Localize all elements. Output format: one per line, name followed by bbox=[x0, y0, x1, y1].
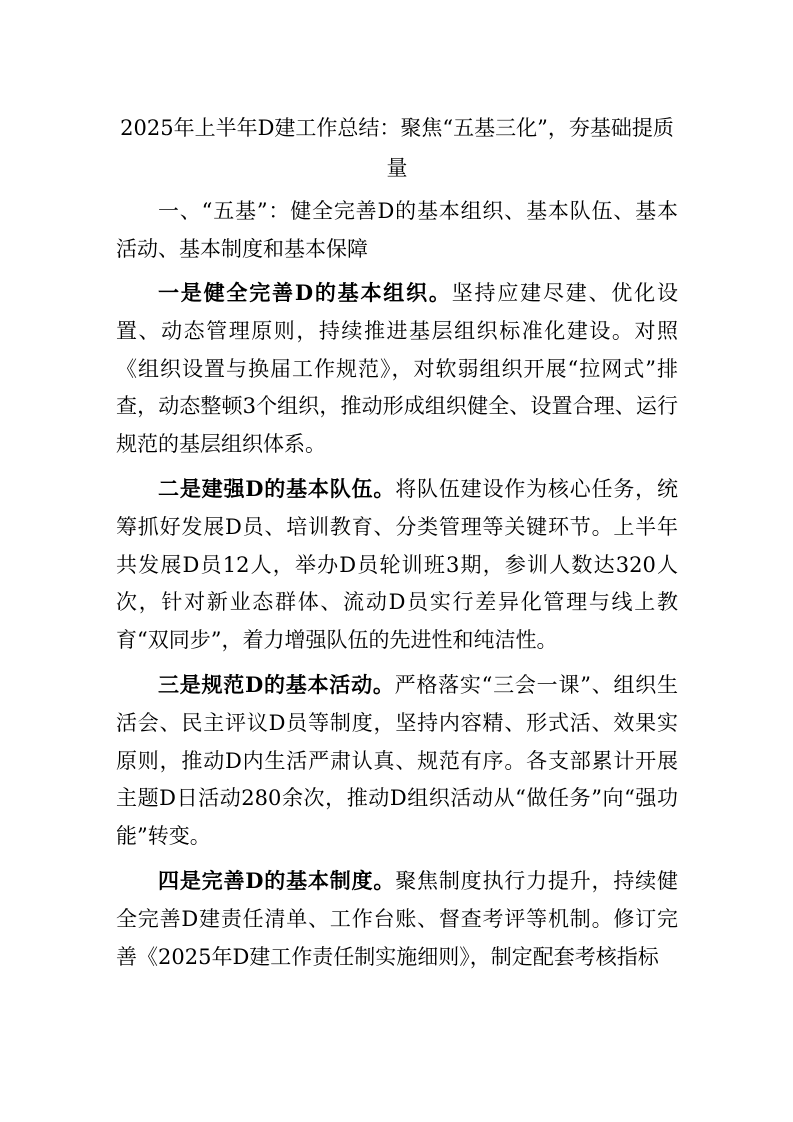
document-title: 2025年上半年D建工作总结：聚焦“五基三化”，夯基础提质量 bbox=[120, 116, 674, 180]
paragraph-body: 聚焦制度执行力提升，持续健全完善D建责任清单、工作台账、督查考评等机制。修订完善《2025年D建工作责任制实施细则》，制定配套考核指标 bbox=[116, 868, 679, 969]
paragraph-body: 将队伍建设作为核心任务，统筹抓好发展D员、培训教育、分类管理等关键环节。上半年共发展D员12人，举办D员轮训班3期，参训人数达320人次，针对新业态群体、流动D员实行差异化管理与线上教育“双同步”，着力增强队伍的先进性和纯洁性。 bbox=[116, 476, 679, 653]
paragraph-body: 严格落实“三会一课”、组织生活会、民主评议D员等制度，坚持内容精、形式活、效果实原则，推动D内生活严肃认真、规范有序。各支部累计开展主题D日活动280余次，推动D组织活动从“做任务”向“强功能”转变。 bbox=[116, 672, 678, 849]
section-heading: 一、“五基”：健全完善D的基本组织、基本队伍、基本活动、基本制度和基本保障 bbox=[116, 199, 678, 261]
paragraph-activities bbox=[116, 666, 678, 856]
paragraph-lead: 一是健全完善D的基本组织。 bbox=[158, 280, 452, 305]
paragraph-system bbox=[116, 862, 678, 976]
paragraph-organization bbox=[116, 274, 678, 464]
document-page bbox=[116, 108, 678, 976]
paragraph-body: 坚持应建尽建、优化设置、动态管理原则，持续推进基层组织标准化建设。对照《组织设置与换届工作规范》，对软弱组织开展“拉网式”排查，动态整顿3个组织，推动形成组织健全、设置合理、运行规范的基层组织体系。 bbox=[116, 281, 678, 457]
paragraph-team bbox=[116, 470, 678, 660]
paragraph-lead: 三是规范D的基本活动。 bbox=[158, 671, 395, 697]
paragraph-lead: 二是建强D的基本队伍。 bbox=[158, 475, 396, 501]
paragraph-lead: 四是完善D的基本制度。 bbox=[158, 867, 396, 893]
